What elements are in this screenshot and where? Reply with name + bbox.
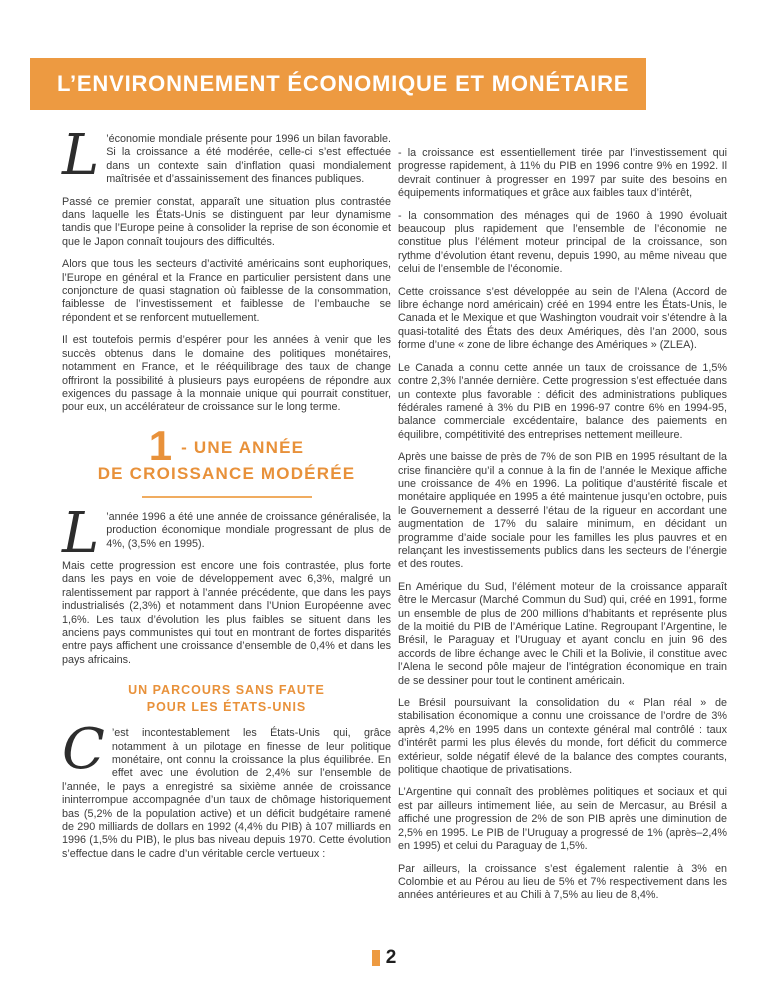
paragraph: Passé ce premier constat, apparaît une situation plus contrastée dans laquelle les États-Unis se distinguent par leur dynamisme tandis que l’Europe peine à consolider la reprise de son économie et que le Japon connaît toujours des difficultés. <box>62 195 391 248</box>
section-title: - UNE ANNÉE <box>181 437 305 457</box>
dropcap-letter: C <box>62 717 105 783</box>
subsection-heading-line1: UN PARCOURS SANS FAUTE <box>128 683 325 698</box>
right-column <box>398 147 727 912</box>
page-footer <box>0 948 768 967</box>
page-marker-icon <box>372 950 380 966</box>
subsection-heading-line2: POUR LES ÉTATS-UNIS <box>146 700 307 715</box>
paragraph: - la croissance est essentiellement tirée par l’investissement qui progresse rapidement, à 11% du PIB en 1996 contre 9% en 1992. Il devrait continuer à progresser en 1997 par suite des besoins en équipements informatiques et grâce aux faibles taux d’intérêt, <box>398 147 727 200</box>
paragraph: En Amérique du Sud, l’élément moteur de la croissance apparaît être le Mercasur (Marché Commun du Sud) qui, créé en 1991, forme un ensemble de plus de 200 millions d’habitants et représente plus de la moitié du PIB de l’Amérique Latine. Regroupant l’Argentine, le Brésil, le Paraguay et l’Uruguay et ayant conclu en juin 96 des accords de libre échange avec le Chili et la Bolivie, il constitue avec l’Alena le second pôle majeur de l’intégration économique en train de se dessiner pour tout le continent américain. <box>398 580 727 687</box>
paragraph <box>62 500 391 566</box>
left-column <box>62 123 391 870</box>
paragraph: - la consommation des ménages qui de 1960 à 1990 évoluait beaucoup plus rapidement que l’ensemble de l’économie ne constitue plus l’élément moteur principal de la croissance, son rythme d’évolution étant revenu, depuis 1990, au même niveau que celui de l’ensemble de l’économie. <box>398 209 727 276</box>
paragraph: Cette croissance s’est développée au sein de l’Alena (Accord de libre échange nord américain) créé en 1994 entre les États-Unis, le Canada et le Mexique et que Washington voudrait voir s’étendre à la quasi-totalité des États des deux Amériques, dès l’an 2000, sous forme d’une « zone de libre échange des Amériques » (ZLEA). <box>398 285 727 352</box>
section-heading-line2: DE CROISSANCE MODÉRÉE <box>97 463 356 483</box>
section-heading <box>62 421 391 498</box>
section-number: 1 <box>148 421 173 469</box>
paragraph: Le Canada a connu cette année un taux de croissance de 1,5% contre 2,3% l’année dernière. Cette progression s’est effectuée dans un contexte plus favorable : déficit des administrations publiques fédérales ramené à 3% du PIB en 1996-97 contre 6% en 1994-95, balance commerciale excédentaire, balance des paiements en équilibre, compétitivité des entreprises nettement meilleure. <box>398 361 727 441</box>
paragraph-text: ’année 1996 a été une année de croissance généralisée, la production économique mondiale progressant de plus de 4%, (3,5% en 1995). <box>106 510 391 550</box>
paragraph: Le Brésil poursuivant la consolidation du « Plan réal » de stabilisation économique a connu une croissance de l’ordre de 3% après 4,2% en 1995 dans un contexte général mal contrôlé : taux d’intérêt parmi les plus élevés du monde, fort déficit du commerce extérieur, solde négatif élevé de la balance des comptes courants, politique chaotique de privatisations. <box>398 697 727 777</box>
paragraph: Mais cette progression est encore une fois contrastée, plus forte dans les pays en voie de développement avec 6,3%, malgré un ralentissement par rapport à l’année précédente, que dans les pays industrialisés (2,3%) et notamment dans l’Union Européenne avec 1,6%. Les taux d’évolution les plus faibles se situent dans les anciens pays communistes qui tout en montrant de fortes disparités entre pays affichent une croissance d’ensemble de 0,4% et dans les pays africains. <box>62 559 391 666</box>
paragraph: L’Argentine qui connaît des problèmes politiques et sociaux et qui est par ailleurs intimement liée, au sein de Mercasur, au Brésil a affiché une progression de 2% de son PIB après une diminution de 2,5% en 1995. Le PIB de l’Uruguay a progressé de 1% (après–2,4% en 1995) et celui du Paraguay de 1,5%. <box>398 786 727 853</box>
dropcap-letter: L <box>62 123 100 188</box>
paragraph <box>62 123 391 188</box>
section-rule <box>142 496 312 498</box>
chapter-banner <box>30 58 646 110</box>
chapter-title: L’ENVIRONNEMENT ÉCONOMIQUE ET MONÉTAIRE <box>57 71 630 96</box>
dropcap-letter: L <box>62 500 100 566</box>
paragraph-text: ’économie mondiale présente pour 1996 un bilan favorable. Si la croissance a été modérée, celle-ci s’est effectuée dans un contexte sain d’inflation quasi mondialement maîtrisée et d’assainissement des finances publiques. <box>106 133 391 186</box>
subsection-heading <box>62 682 391 716</box>
paragraph: Alors que tous les secteurs d’activité américains sont euphoriques, l’Europe en général et la France en particulier persistent dans une conjoncture de quasi stagnation où faiblesse de la consommation, faiblesse de l’investissement et faiblesse de l’embauche se répondent et se renforcent mutuellement. <box>62 258 391 324</box>
paragraph: Après une baisse de près de 7% de son PIB en 1995 résultant de la crise financière qu’il a connue à la fin de l’année le Mexique affiche une croissance de 4% en 1996. La politique d’austérité fiscale et monétaire appliquée en 1995 a été maintenue jusqu’en octobre, puis le Gouvernement a desserré l’étau de la rigueur en accordant une augmentation de 17% du salaire minimum, en décidant un programme d’aide sociale pour les familles les plus pauvres et en relançant les investissements publics dans les secteurs de l’énergie et des routes. <box>398 451 727 571</box>
page-number: 2 <box>385 947 397 968</box>
paragraph <box>62 717 391 861</box>
paragraph-text: ’est incontestablement les États-Unis qui, grâce notamment à un pilotage en finesse de leur politique monétaire, ont connu la croissance la plus équilibrée. En effet avec une évolution de 2,4% sur l’ensemble de l’année, le pays a enregistré sa sixième année de croissance ininterrompue accompagnée d’un taux de chômage historiquement bas (5,2% de la population active) et un déficit budgétaire ramené de 290 milliards de dollars en 1992 (4,4% du PIB) à 107 milliards en 1996 (1,5% du PIB), le plus bas niveau depuis 1970. Cette évolution s’effectue dans le cadre d’un véritable cercle vertueux : <box>62 727 391 860</box>
section-heading-line1 <box>62 421 391 469</box>
paragraph: Par ailleurs, la croissance s’est également ralentie à 3% en Colombie et au Pérou au lieu de 5% et 7% respectivement dans les années antérieures et au Chili à 7,5% au lieu de 8,4%. <box>398 862 727 902</box>
paragraph: Il est toutefois permis d’espérer pour les années à venir que les succès obtenus dans le domaine des politiques monétaires, notamment en France, et le rééquilibrage des taux de change offriront la possibilité à plusieurs pays européens de répondre aux exigences du passage à la monnaie unique qui pourrait constituer, pour eux, un accélérateur de croissance sur le long terme. <box>62 334 391 414</box>
